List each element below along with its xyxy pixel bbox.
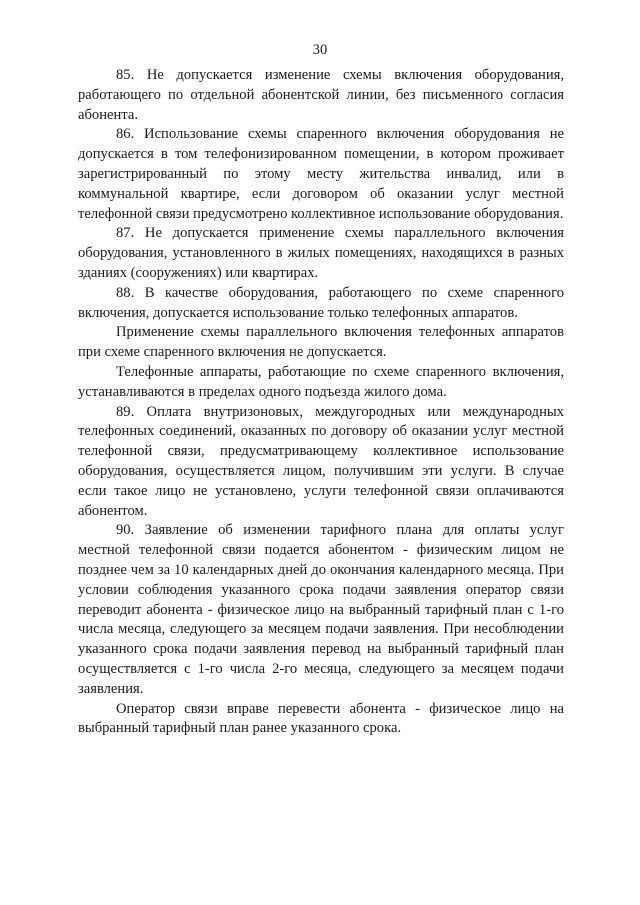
paragraph-88: 88. В качестве оборудования, работающего по схеме спаренного включения, допускается использование только телефонных аппаратов. <box>78 284 564 321</box>
document-body <box>78 66 564 739</box>
page-number: 30 <box>312 42 328 58</box>
paragraph-88-phone-placement: Телефонные аппараты, работающие по схеме спаренного включения, устанавливаются в пределах одного подъезда жилого дома. <box>78 363 564 400</box>
paragraph-87: 87. Не допускается применение схемы параллельного включения оборудования, установленного в жилых помещениях, находящихся в разных зданиях (сооружениях) или квартирах. <box>78 225 564 281</box>
paragraph-90: 90. Заявление об изменении тарифного плана для оплаты услуг местной телефонной связи подается абонентом - физическим лицом не позднее чем за 10 календарных дней до окончания календарного месяца. При условии соблюдения указанного срока подачи заявления оператор связи переводит абонента - физическое лицо на выбранный тарифный план с 1-го числа месяца, следующего за месяцем подачи заявления. При несоблюдении указанного срока подачи заявления перевод на выбранный тарифный план осуществляется с 1-го числа 2-го месяца, следующего за месяцем подачи заявления. <box>78 522 564 697</box>
paragraph-88-parallel-scheme: Применение схемы параллельного включения телефонных аппаратов при схеме спаренного включения не допускается. <box>78 324 564 361</box>
paragraph-89: 89. Оплата внутризоновых, междугородных или международных телефонных соединений, оказанных по договору об оказании услуг местной телефонной связи, предусматривающему коллективное использование оборудования, осуществляется лицом, получившим эти услуги. В случае если такое лицо не установлено, услуги телефонной связи оплачиваются абонентом. <box>78 403 564 519</box>
paragraph-86: 86. Использование схемы спаренного включения оборудования не допускается в том телефонизированном помещении, в котором проживает зарегистрированный по этому месту жительства инвалид, или в коммунальной квартире, если договором об оказании услуг местной телефонной связи предусмотрено коллективное использование оборудования. <box>78 126 564 222</box>
paragraph-85: 85. Не допускается изменение схемы включения оборудования, работающего по отдельной абонентской линии, без письменного согласия абонента. <box>78 67 564 123</box>
paragraph-90-operator-right: Оператор связи вправе перевести абонента - физическое лицо на выбранный тарифный план ранее указанного срока. <box>78 700 564 737</box>
